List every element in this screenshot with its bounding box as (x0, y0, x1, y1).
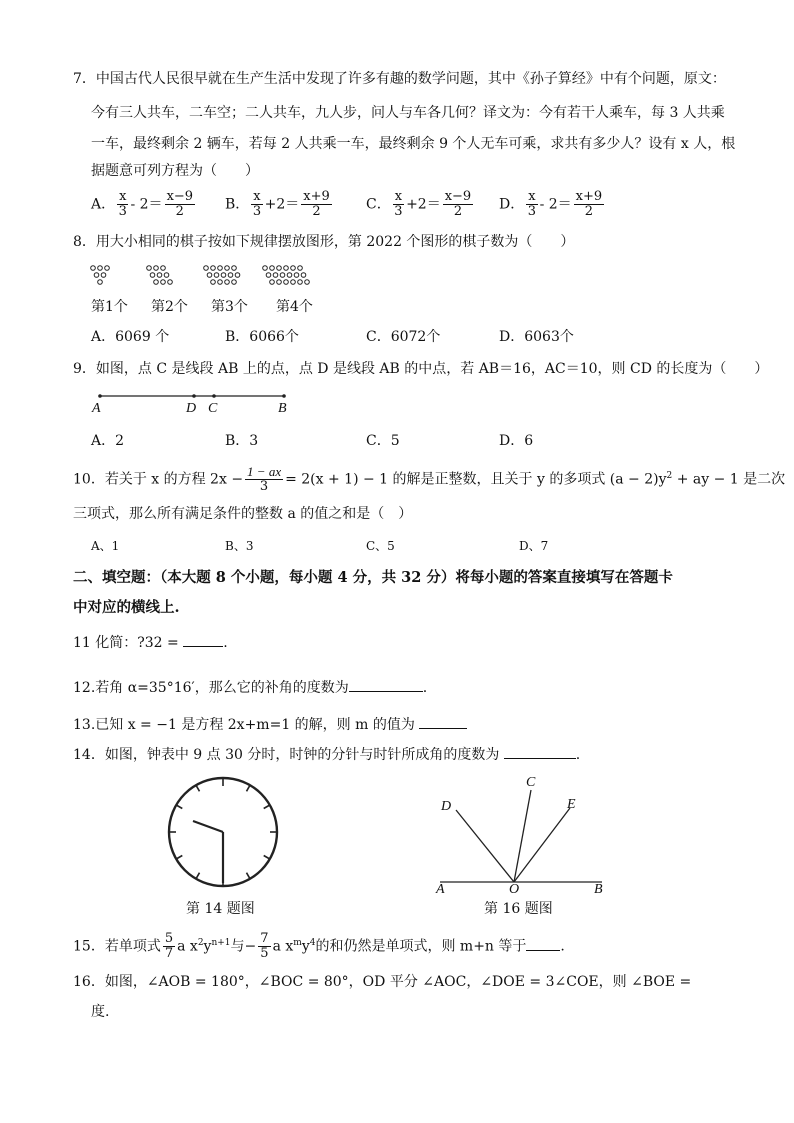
q16-line1: 16．如图，∠AOB = 180°，∠BOC = 80°，OD 平分 ∠AOC，∠DOE = 3∠COE，则 ∠BOE = (73, 974, 692, 990)
q16-line2: 度. (91, 1004, 110, 1020)
q10-line2: 三项式，那么所有满足条件的整数 a 的值之和是（ ） (73, 506, 413, 522)
q8-caption-2: 第2个 (151, 299, 188, 315)
q7-option-c: C． $\frac{x}{3}$ +2＝ $\frac{x-9}{2}$ (366, 189, 472, 219)
q9-label-c: C (208, 401, 218, 416)
q7-option-b: B． $\frac{x}{3}$ +2＝ $\frac{x+9}{2}$ (225, 189, 330, 219)
q16-label-a: A (436, 882, 445, 897)
q14-clock-figure (160, 775, 290, 891)
q10-option-d: D、7 (519, 539, 549, 553)
q16-label-b: B (594, 882, 603, 897)
q9-label-b: B (278, 401, 287, 416)
q16-figure-caption: 第 16 题图 (484, 901, 553, 917)
q9-option-b: B．3 (225, 433, 259, 449)
q15: 15．若单项式 $\frac{5}{7}$ a $x^2y^{n+1}$与− $\frac{7}{5}$ a $x^my^4$的和仍然是单项式，则 m+n 等于 . (73, 931, 565, 961)
q8-option-c: C．6072个 (366, 329, 441, 345)
q8-option-a: A．6069 个 (91, 329, 170, 345)
q10-option-c: C、5 (366, 539, 395, 553)
q7-option-d: D． $\frac{x}{3}$ - 2＝ $\frac{x+9}{2}$ (499, 189, 603, 219)
q8-option-b: B．6066个 (225, 329, 299, 345)
q8-caption-4: 第4个 (276, 299, 313, 315)
q9-label-d: D (186, 401, 197, 416)
q9-stem: 9．如图，点 C 是线段 AB 上的点，点 D 是线段 AB 的中点，若 AB＝16，AC＝10，则 CD 的长度为（ ） (73, 361, 769, 377)
q13: 13.已知 x = −1 是方程 2x+m=1 的解，则 m 的值为 (73, 714, 467, 735)
q14: 14．如图，钟表中 9 点 30 分时，时钟的分针与时针所成角的度数为 . (73, 744, 580, 765)
section2-header-line2: 中对应的横线上. (73, 599, 180, 616)
q9-label-a: A (92, 401, 101, 416)
q7-line2: 今有三人共车，二车空；二人共车，九人步，问人与车各几何？译文为：今有若干人乘车，每 3 人共乘 (91, 105, 725, 121)
q8-caption-1: 第1个 (91, 299, 128, 315)
q8-chess-pattern-figure (85, 262, 325, 292)
q7-line3: 一车，最终剩余 2 辆车，若每 2 人共乘一车，最终剩余 9 个人无车可乘，求共有多少人？设有 x 人，根 (91, 136, 736, 152)
q8-stem: 8．用大小相同的棋子按如下规律摆放图形，第 2022 个图形的棋子数为（ ） (73, 234, 575, 250)
q10-line1: 10．若关于 x 的方程 2x − $\frac{1 - ax}{3}$ = 2(x + 1) − 1 的解是正整数，且关于 y 的多项式 $(a - 2)y^2$ + ay − 1 是二次 (73, 464, 786, 494)
q12: 12.若角 α=35°16′，那么它的补角的度数为 . (73, 677, 427, 698)
q16-label-d: D (441, 799, 452, 814)
q9-option-c: C．5 (366, 433, 400, 449)
q9-option-a: A．2 (91, 433, 125, 449)
q8-option-d: D．6063个 (499, 329, 574, 345)
q10-option-b: B、3 (225, 539, 254, 553)
q7-line1: 7．中国古代人民很早就在生产生活中发现了许多有趣的数学问题，其中《孙子算经》中有个问题，原文： (73, 71, 726, 87)
q9-option-d: D．6 (499, 433, 534, 449)
q16-label-e: E (567, 797, 576, 812)
q10-option-a: A、1 (91, 539, 120, 553)
q16-label-c: C (526, 775, 536, 790)
q11: 11 化简：?32 = . (73, 632, 228, 653)
section2-header-line1: 二、填空题：（本大题 8 个小题，每小题 4 分，共 32 分）将每小题的答案直接填写在答题卡 (73, 569, 673, 586)
q7-option-a: A． $\frac{x}{3}$ - 2＝ $\frac{x-9}{2}$ (91, 189, 194, 219)
q16-label-o: O (509, 882, 520, 897)
q8-caption-3: 第3个 (211, 299, 248, 315)
q16-angle-figure (430, 772, 610, 890)
q7-line4: 据题意可列方程为（ ） (91, 163, 259, 179)
q14-figure-caption: 第 14 题图 (186, 901, 255, 917)
